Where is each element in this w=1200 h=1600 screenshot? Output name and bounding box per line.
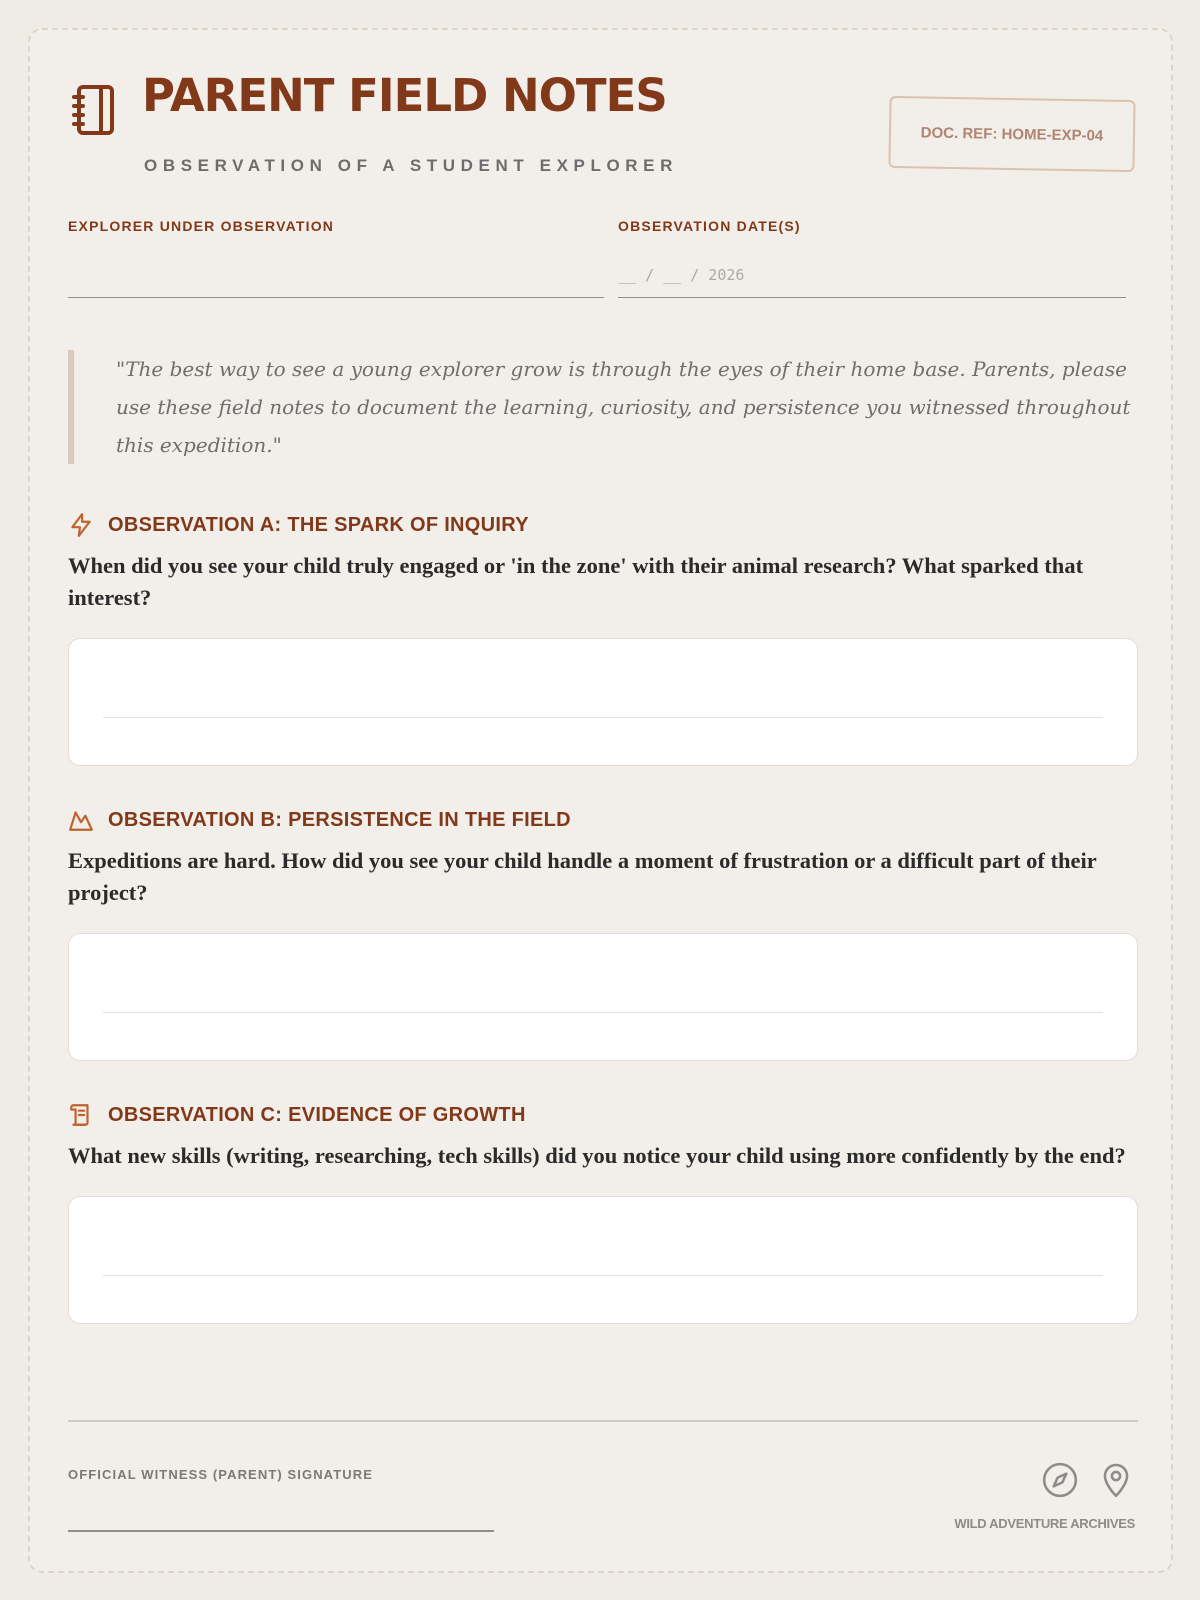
answer-guide-line bbox=[103, 1012, 1103, 1013]
observation-date-input[interactable] bbox=[618, 254, 1126, 298]
observation-b bbox=[68, 805, 1138, 1061]
explorer-field-label: EXPLORER UNDER OBSERVATION bbox=[68, 218, 335, 234]
observation-c-answer-box[interactable] bbox=[68, 1196, 1138, 1324]
explorer-field bbox=[68, 218, 604, 298]
observation-b-question: Expeditions are hard. How did you see your child handle a moment of frustration or a difficult part of their project? bbox=[68, 848, 1097, 905]
scroll-icon bbox=[68, 1102, 94, 1128]
date-placeholder: __ / __ / 2026 bbox=[618, 266, 745, 284]
signature-label: OFFICIAL WITNESS (PARENT) SIGNATURE bbox=[68, 1467, 373, 1482]
observation-c-title: OBSERVATION C: EVIDENCE OF GROWTH bbox=[108, 1103, 526, 1126]
signature-input[interactable] bbox=[68, 1530, 494, 1532]
map-pin-icon bbox=[1097, 1460, 1135, 1500]
observation-a-question: When did you see your child truly engaged or 'in the zone' with their animal research? What sparked that interest? bbox=[68, 553, 1084, 610]
date-field bbox=[618, 218, 1126, 298]
notebook-icon bbox=[70, 82, 118, 138]
date-field-label: OBSERVATION DATE(S) bbox=[618, 218, 801, 234]
intro-quote: "The best way to see a young explorer grow is through the eyes of their home base. Parents, please use these field notes to document the learning, curiosity, and persistence you witnessed throughout this expedition." bbox=[68, 350, 1138, 464]
footer-divider bbox=[68, 1420, 1138, 1422]
field-notes-sheet bbox=[28, 28, 1173, 1573]
observation-b-answer-box[interactable] bbox=[68, 933, 1138, 1061]
observation-b-title: OBSERVATION B: PERSISTENCE IN THE FIELD bbox=[108, 808, 571, 831]
explorer-name-input[interactable] bbox=[68, 254, 604, 298]
answer-guide-line bbox=[103, 717, 1103, 718]
archive-label: WILD ADVENTURE ARCHIVES bbox=[954, 1516, 1135, 1531]
mountain-icon bbox=[68, 807, 94, 833]
header bbox=[70, 68, 1135, 175]
page-subtitle: OBSERVATION OF A STUDENT EXPLORER bbox=[144, 156, 678, 175]
observation-c-question: What new skills (writing, researching, tech skills) did you notice your child using more confidently by the end? bbox=[68, 1143, 1126, 1168]
observation-a-title: OBSERVATION A: THE SPARK OF INQUIRY bbox=[108, 513, 529, 536]
observation-a-answer-box[interactable] bbox=[68, 638, 1138, 766]
page-title: PARENT FIELD NOTES bbox=[142, 69, 667, 122]
doc-ref-stamp: DOC. REF: HOME-EXP-04 bbox=[888, 96, 1135, 172]
lightning-icon bbox=[68, 512, 94, 538]
answer-guide-line bbox=[103, 1275, 1103, 1276]
footer-icons bbox=[1041, 1460, 1135, 1500]
observation-c bbox=[68, 1100, 1138, 1324]
compass-icon bbox=[1041, 1460, 1079, 1500]
observation-a bbox=[68, 510, 1138, 766]
